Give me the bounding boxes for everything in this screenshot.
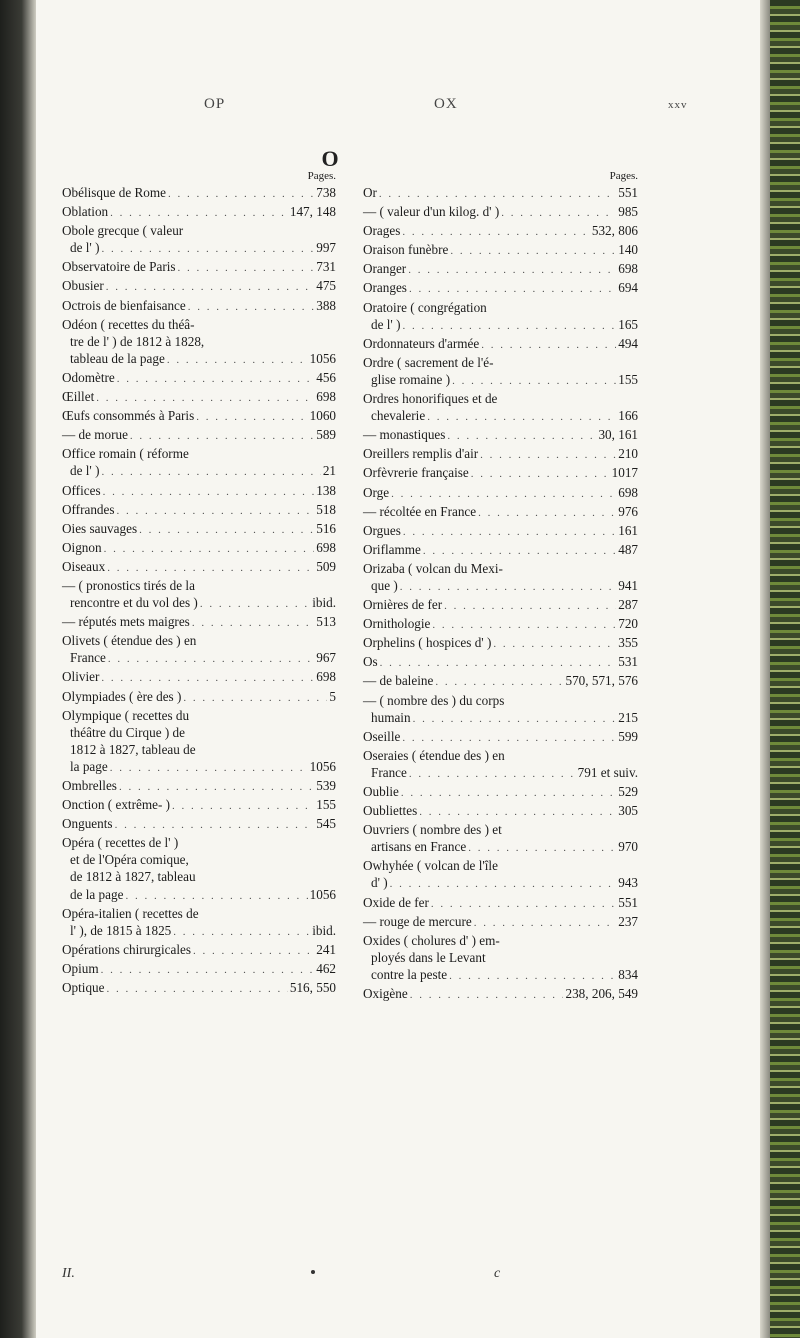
index-entry <box>363 222 638 241</box>
entry-page-numbers: 166 <box>618 408 638 424</box>
entry-text-line: Olivets ( étendue des ) en <box>62 633 197 649</box>
entry-text-line: Œufs consommés à Paris <box>62 408 195 424</box>
dot-leader <box>408 262 616 279</box>
entry-page-numbers: 513 <box>316 614 336 630</box>
index-entry <box>62 632 336 668</box>
index-entry <box>62 482 336 501</box>
entry-text-line: — rouge de mercure <box>363 913 472 929</box>
dot-leader <box>402 730 616 747</box>
index-entry <box>363 672 638 691</box>
entry-page-numbers: 539 <box>316 778 336 793</box>
entry-text-line: humain <box>371 709 411 725</box>
dot-leader <box>178 260 315 277</box>
index-entry <box>363 857 638 893</box>
entry-text-line: Office romain ( réforme <box>62 446 189 462</box>
dot-leader <box>402 224 589 241</box>
entry-page-numbers: 165 <box>618 316 638 332</box>
dot-leader <box>168 186 314 203</box>
entry-page-numbers: 985 <box>618 204 638 220</box>
index-entry <box>62 815 336 834</box>
entry-page-numbers: 155 <box>316 797 336 813</box>
index-entry <box>62 222 336 258</box>
entry-text-line: et de l'Opéra comique, <box>70 852 189 868</box>
index-entry <box>363 426 638 445</box>
entry-text-line: Oubliettes <box>363 803 418 819</box>
entry-page-numbers: 941 <box>618 577 638 593</box>
entry-text-line: — ( pronostics tirés de la <box>62 577 195 593</box>
dot-leader <box>447 428 596 445</box>
dot-leader <box>104 541 315 558</box>
dot-leader <box>115 817 315 834</box>
dot-leader <box>403 524 616 541</box>
entry-page-numbers: 976 <box>618 503 638 519</box>
running-head <box>36 96 760 118</box>
entry-text-line: Oseraies ( étendue des ) en <box>363 747 505 763</box>
dot-leader <box>450 243 616 260</box>
index-entry <box>363 692 638 728</box>
entry-text-line: Oriflamme <box>363 541 421 557</box>
entry-page-numbers: ibid. <box>312 595 336 611</box>
entry-text-line: Orgues <box>363 522 401 538</box>
index-entry <box>363 913 638 932</box>
entry-text-line: artisans en France <box>371 839 467 855</box>
entry-page-numbers: 487 <box>618 541 638 557</box>
index-entry <box>363 241 638 260</box>
signature-mark-left: II. <box>62 1266 75 1281</box>
dot-leader <box>423 543 616 560</box>
entry-page-numbers: 698 <box>316 389 336 405</box>
dot-leader <box>117 503 315 520</box>
dot-leader <box>493 636 616 653</box>
entry-page-numbers: 834 <box>618 966 638 982</box>
entry-page-numbers: 388 <box>316 297 336 313</box>
entry-text-line: Olivier <box>62 669 100 685</box>
entry-page-numbers: 140 <box>618 242 638 258</box>
index-entry <box>363 503 638 522</box>
entry-text-line: Opéra-italien ( recettes de <box>62 905 199 921</box>
dot-leader <box>435 674 563 691</box>
dot-leader <box>419 804 616 821</box>
index-entry <box>62 297 336 316</box>
entry-text-line: Orphelins ( hospices d' ) <box>363 635 492 651</box>
dot-leader <box>103 484 315 501</box>
entry-text-line: Œillet <box>62 389 95 405</box>
entry-text-line: Odomètre <box>62 369 115 385</box>
entry-page-numbers: 551 <box>618 894 638 910</box>
running-head-center: OX <box>434 96 458 112</box>
index-column-right <box>363 168 638 1004</box>
dot-leader <box>200 596 310 613</box>
entry-text-line: Or <box>363 185 377 200</box>
entry-page-numbers: 5 <box>329 688 336 704</box>
entry-text-line: Ouvriers ( nombre des ) et <box>363 822 502 838</box>
dot-leader <box>117 371 314 388</box>
index-entry <box>363 184 638 203</box>
dot-leader <box>107 981 288 998</box>
entry-text-line: la page <box>70 758 108 774</box>
entry-text-line: — récoltée en France <box>363 503 477 519</box>
entry-text-line: tre de l' ) de 1812 à 1828, <box>70 333 205 349</box>
entry-page-numbers: 355 <box>618 635 638 651</box>
entry-page-numbers: 1056 <box>309 350 336 366</box>
entry-text-line: Oraison funèbre <box>363 242 449 258</box>
dot-leader <box>409 281 616 298</box>
entry-text-line: d' ) <box>371 875 388 891</box>
entry-text-line: Odéon ( recettes du théâ- <box>62 316 195 332</box>
entry-text-line: Olympiades ( ère des ) <box>62 688 182 704</box>
entry-text-line: théâtre du Cirque ) de <box>70 724 185 740</box>
entry-page-numbers: 1060 <box>309 408 336 424</box>
entry-text-line: — monastiques <box>363 427 446 443</box>
index-entry <box>62 688 336 707</box>
entry-page-numbers: 791 et suiv. <box>577 764 638 780</box>
running-head-right: xxv <box>668 99 688 111</box>
entry-text-line: France <box>70 650 106 666</box>
entry-text-line: de l' ) <box>70 463 100 479</box>
dot-leader <box>108 651 314 668</box>
dot-leader <box>101 962 315 979</box>
entry-text-line: Octrois de bienfaisance <box>62 297 186 313</box>
entry-page-numbers: 1056 <box>309 886 336 902</box>
index-entry <box>62 539 336 558</box>
index-entry <box>363 464 638 483</box>
index-entry <box>62 445 336 481</box>
index-entry <box>363 615 638 634</box>
entry-text-line: Owhyhée ( volcan de l'île <box>363 858 498 874</box>
entry-page-numbers: 456 <box>316 369 336 385</box>
entry-page-numbers: 494 <box>618 335 638 351</box>
binding-edge-left <box>0 0 36 1338</box>
entry-text-line: Oublie <box>363 784 399 799</box>
entry-page-numbers: 545 <box>316 816 336 832</box>
entry-text-line: Oxide de fer <box>363 894 429 910</box>
dot-leader <box>106 279 314 296</box>
entry-page-numbers: 731 <box>316 259 336 275</box>
entry-page-numbers: 738 <box>316 185 336 200</box>
dot-leader <box>481 337 616 354</box>
entry-page-numbers: 238, 206, 549 <box>565 986 638 1002</box>
index-entry <box>62 203 336 222</box>
entry-text-line: Oies sauvages <box>62 520 138 536</box>
ink-dot <box>311 1270 315 1274</box>
dot-leader <box>107 560 314 577</box>
entry-page-numbers: ibid. <box>312 922 336 938</box>
entry-text-line: Ordres honorifiques et de <box>363 391 498 407</box>
pages-label: Pages. <box>609 170 638 182</box>
index-entry <box>363 596 638 615</box>
entry-page-numbers: 462 <box>316 960 336 976</box>
entry-text-line: glise romaine ) <box>371 371 451 387</box>
index-entry <box>363 728 638 747</box>
entry-page-numbers: 997 <box>316 240 336 256</box>
dot-leader <box>130 428 314 445</box>
entry-text-line: chevalerie <box>371 408 426 424</box>
dot-leader <box>432 617 616 634</box>
entry-text-line: 1812 à 1827, tableau de <box>70 741 196 757</box>
entry-page-numbers: 698 <box>316 539 336 555</box>
dot-leader <box>101 241 314 258</box>
index-entry <box>62 960 336 979</box>
entry-page-numbers: 518 <box>316 501 336 517</box>
index-entry <box>62 520 336 539</box>
entry-page-numbers: 475 <box>316 278 336 294</box>
entry-text-line: de l' ) <box>70 240 100 256</box>
index-entry <box>363 445 638 464</box>
index-entry <box>363 522 638 541</box>
entry-text-line: Ordre ( sacrement de l'é- <box>363 354 494 370</box>
entry-page-numbers: 531 <box>618 654 638 670</box>
dot-leader <box>413 711 617 728</box>
index-entry <box>62 905 336 941</box>
dot-leader <box>427 409 616 426</box>
index-entry <box>363 354 638 390</box>
index-entry <box>363 747 638 783</box>
entry-page-numbers: 943 <box>618 875 638 891</box>
dot-leader <box>444 598 616 615</box>
entry-page-numbers: 509 <box>316 558 336 574</box>
index-entry <box>62 796 336 815</box>
entry-page-numbers: 532, 806 <box>591 223 638 239</box>
index-entry <box>363 634 638 653</box>
entry-text-line: ployés dans le Levant <box>371 949 486 965</box>
dot-leader <box>468 840 616 857</box>
dot-leader <box>119 779 314 796</box>
entry-text-line: Oranger <box>363 261 407 277</box>
entry-page-numbers: 215 <box>618 709 638 725</box>
index-entry <box>363 560 638 596</box>
dot-leader <box>431 896 616 913</box>
entry-text-line: Oxides ( cholures d' ) em- <box>363 932 500 948</box>
dot-leader <box>101 464 320 481</box>
dot-leader <box>402 318 616 335</box>
entry-text-line: Onction ( extrême- ) <box>62 797 171 813</box>
dot-leader <box>409 766 576 783</box>
index-entry <box>62 258 336 277</box>
index-entry <box>62 277 336 296</box>
entry-text-line: France <box>371 764 407 780</box>
entry-text-line: Oblation <box>62 204 109 220</box>
entry-text-line: — réputés mets maigres <box>62 614 190 630</box>
dot-leader <box>183 690 327 707</box>
entry-page-numbers: 30, 161 <box>598 427 638 443</box>
entry-text-line: Optique <box>62 980 105 996</box>
entry-text-line: Oreillers remplis d'air <box>363 446 479 462</box>
dot-leader <box>400 579 616 596</box>
entry-page-numbers: 1056 <box>309 758 336 774</box>
entry-text-line: Observatoire de Paris <box>62 259 176 275</box>
dot-leader <box>125 888 307 905</box>
entry-text-line: Oseille <box>363 728 401 744</box>
dot-leader <box>390 876 617 893</box>
entry-text-line: Ornières de fer <box>363 597 443 613</box>
dot-leader <box>471 466 610 483</box>
entry-page-numbers: 305 <box>618 803 638 819</box>
entry-page-numbers: 287 <box>618 597 638 613</box>
entry-page-numbers: 155 <box>618 371 638 387</box>
entry-page-numbers: 698 <box>618 261 638 277</box>
dot-leader <box>401 785 616 802</box>
entry-text-line: Oxigène <box>363 986 408 1002</box>
dot-leader <box>449 968 616 985</box>
entry-text-line: Offices <box>62 482 101 498</box>
dot-leader <box>478 505 616 522</box>
entry-text-line: rencontre et du vol des ) <box>70 595 198 611</box>
dot-leader <box>391 486 616 503</box>
entry-text-line: contre la peste <box>371 966 448 982</box>
index-entry <box>363 985 638 1004</box>
entry-text-line: que ) <box>371 577 398 593</box>
index-entry <box>62 501 336 520</box>
dot-leader <box>188 299 314 316</box>
index-entry <box>363 932 638 985</box>
dot-leader <box>410 987 564 1004</box>
entry-text-line: Os <box>363 654 378 670</box>
entry-text-line: — ( valeur d'un kilog. d' ) <box>363 204 500 220</box>
index-entry <box>363 484 638 503</box>
index-entry <box>62 577 336 613</box>
dot-leader <box>193 943 314 960</box>
entry-page-numbers: 570, 571, 576 <box>565 673 638 689</box>
entry-page-numbers: 21 <box>322 463 336 479</box>
dot-leader <box>196 409 307 426</box>
entry-text-line: Oignon <box>62 539 102 555</box>
index-entry <box>363 653 638 672</box>
index-entry <box>363 802 638 821</box>
entry-page-numbers: 698 <box>316 669 336 685</box>
running-head-left: OP <box>204 96 226 112</box>
entry-text-line: Obole grecque ( valeur <box>62 223 184 239</box>
dot-leader <box>380 655 617 672</box>
entry-text-line: de la page <box>70 886 124 902</box>
entry-text-line: Oratoire ( congrégation <box>363 299 487 315</box>
index-entry <box>363 279 638 298</box>
book-edge-right <box>760 0 800 1338</box>
dot-leader <box>139 522 314 539</box>
index-entry <box>62 558 336 577</box>
dot-leader <box>501 205 616 222</box>
entry-page-numbers: 529 <box>618 784 638 799</box>
index-entry <box>363 821 638 857</box>
dot-leader <box>173 924 310 941</box>
index-entry <box>363 894 638 913</box>
dot-leader <box>474 915 616 932</box>
entry-text-line: Opéra ( recettes de l' ) <box>62 835 179 851</box>
entry-page-numbers: 210 <box>618 446 638 462</box>
dot-leader <box>480 447 616 464</box>
entry-page-numbers: 138 <box>316 482 336 498</box>
entry-text-line: Orages <box>363 223 401 239</box>
entry-text-line: Oranges <box>363 280 407 296</box>
entry-page-numbers: 698 <box>618 484 638 500</box>
dot-leader <box>379 186 616 203</box>
dot-leader <box>172 798 314 815</box>
entry-text-line: — de morue <box>62 427 128 443</box>
index-entry <box>62 184 336 203</box>
index-entry <box>363 260 638 279</box>
dot-leader <box>110 205 288 222</box>
entry-text-line: Ornithologie <box>363 616 431 632</box>
entry-text-line: Orge <box>363 484 390 500</box>
index-entry <box>62 316 336 369</box>
entry-text-line: Orfèvrerie française <box>363 465 469 481</box>
index-entry <box>62 979 336 998</box>
entry-text-line: — ( nombre des ) du corps <box>363 692 505 708</box>
entry-text-line: Ombrelles <box>62 778 117 793</box>
entry-text-line: Onguents <box>62 816 113 832</box>
entry-page-numbers: 694 <box>618 280 638 296</box>
entry-text-line: tableau de la page <box>70 350 165 366</box>
entry-text-line: Olympique ( recettes du <box>62 707 190 723</box>
index-entry <box>363 299 638 335</box>
entry-page-numbers: 967 <box>316 650 336 666</box>
entry-page-numbers: 241 <box>316 941 336 957</box>
entry-page-numbers: 237 <box>618 913 638 929</box>
entry-text-line: Offrandes <box>62 501 115 517</box>
index-entry <box>363 390 638 426</box>
section-letter: O <box>321 146 339 171</box>
entry-text-line: Opium <box>62 960 99 976</box>
dot-leader <box>452 373 616 390</box>
pages-label: Pages. <box>307 170 336 182</box>
index-entry <box>62 407 336 426</box>
entry-text-line: Obélisque de Rome <box>62 185 167 200</box>
index-entry <box>62 777 336 796</box>
entry-text-line: Opérations chirurgicales <box>62 941 192 957</box>
entry-text-line: Orizaba ( volcan du Mexi- <box>363 560 503 576</box>
entry-page-numbers: 1017 <box>611 465 638 481</box>
index-entry <box>62 707 336 777</box>
index-entry <box>62 369 336 388</box>
index-column-left <box>62 168 336 998</box>
index-entry <box>363 783 638 802</box>
index-entry <box>62 388 336 407</box>
entry-text-line: de l' ) <box>371 316 401 332</box>
entry-text-line: Obusier <box>62 278 104 294</box>
dot-leader <box>167 352 308 369</box>
entry-page-numbers: 551 <box>618 185 638 200</box>
index-entry <box>363 203 638 222</box>
entry-text-line: — de baleine <box>363 673 434 689</box>
entry-text-line: l' ), de 1815 à 1825 <box>70 922 172 938</box>
index-entry <box>62 668 336 687</box>
index-entry <box>363 541 638 560</box>
index-entry <box>62 613 336 632</box>
index-entry <box>363 335 638 354</box>
dot-leader <box>192 615 314 632</box>
entry-text-line: Ordonnateurs d'armée <box>363 335 480 351</box>
entry-page-numbers: 147, 148 <box>289 204 336 220</box>
entry-text-line: de 1812 à 1827, tableau <box>70 869 196 885</box>
entry-page-numbers: 970 <box>618 839 638 855</box>
dot-leader <box>96 390 314 407</box>
entry-page-numbers: 589 <box>316 427 336 443</box>
index-entry <box>62 834 336 904</box>
entry-page-numbers: 599 <box>618 728 638 744</box>
signature-mark-right: c <box>494 1266 501 1281</box>
dot-leader <box>110 760 308 777</box>
index-entry <box>62 426 336 445</box>
entry-text-line: Oiseaux <box>62 558 106 574</box>
entry-page-numbers: 516, 550 <box>289 980 336 996</box>
dot-leader <box>101 670 314 687</box>
entry-page-numbers: 516 <box>316 520 336 536</box>
index-entry <box>62 941 336 960</box>
entry-page-numbers: 161 <box>618 522 638 538</box>
entry-page-numbers: 720 <box>618 616 638 632</box>
